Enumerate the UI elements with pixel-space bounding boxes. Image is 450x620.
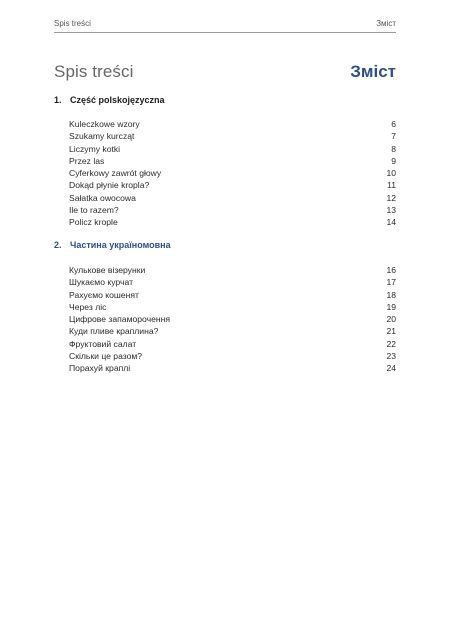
toc-list <box>54 118 396 229</box>
toc-entry-page: 14 <box>386 217 396 228</box>
section-heading <box>54 93 396 107</box>
toc-entry[interactable] <box>69 118 396 130</box>
toc-entry-label: Przez las <box>69 155 105 166</box>
section-number: 1. <box>54 95 62 105</box>
toc-entry-label: Куди пливе краплина? <box>69 326 159 337</box>
toc-entry[interactable] <box>69 313 396 325</box>
toc-entry-page: 9 <box>391 155 396 166</box>
toc-section-ukrainian <box>54 238 396 375</box>
toc-entry-label: Фруктовий салат <box>69 338 137 349</box>
toc-entry-page: 17 <box>386 277 396 288</box>
toc-entry-label: Шукаємо курчат <box>69 277 134 288</box>
page-title-ukrainian: Зміст <box>350 62 396 81</box>
toc-entry-page: 11 <box>387 180 396 191</box>
toc-entry-label: Порахуй краплі <box>69 363 131 374</box>
toc-entry-label: Dokąd płynie kropla? <box>69 180 150 191</box>
toc-entry[interactable] <box>69 276 396 288</box>
toc-entry-label: Кулькове візерунки <box>69 265 146 275</box>
toc-entry-page: 22 <box>386 338 396 349</box>
toc-entry[interactable] <box>69 338 396 350</box>
section-number: 2. <box>54 240 62 250</box>
toc-entry-page: 10 <box>386 168 396 179</box>
running-header-right: Зміст <box>376 19 396 28</box>
toc-entry[interactable] <box>69 204 396 216</box>
page-title-polish: Spis treści <box>54 62 134 81</box>
toc-entry[interactable] <box>69 167 396 179</box>
toc-entry[interactable] <box>69 301 396 313</box>
toc-entry-label: Ile to razem? <box>69 205 119 216</box>
toc-entry-page: 19 <box>386 301 396 312</box>
toc-list <box>54 264 396 375</box>
toc-entry-page: 12 <box>386 192 396 203</box>
toc-entry-page: 24 <box>386 363 396 374</box>
toc-entry-page: 21 <box>386 326 396 337</box>
toc-entry-label: Sałatka owocowa <box>69 192 136 203</box>
toc-entry[interactable] <box>69 192 396 204</box>
toc-entry[interactable] <box>69 143 396 155</box>
toc-entry[interactable] <box>69 325 396 337</box>
toc-entry-label: Рахуємо кошенят <box>69 289 139 300</box>
toc-entry[interactable] <box>69 289 396 301</box>
running-header <box>54 18 396 33</box>
section-title: Część polskojęzyczna <box>70 95 165 105</box>
toc-entry-page: 20 <box>386 314 396 325</box>
toc-entry[interactable] <box>69 130 396 142</box>
toc-entry-page: 23 <box>386 351 396 362</box>
toc-entry[interactable] <box>69 155 396 167</box>
toc-entry-page: 8 <box>391 143 396 154</box>
toc-entry-page: 6 <box>391 119 396 129</box>
toc-entry-label: Через ліс <box>69 301 107 312</box>
toc-entry-label: Скільки це разом? <box>69 351 143 362</box>
section-title: Частина україномовна <box>70 240 171 250</box>
toc-entry-label: Цифрове запаморочення <box>69 314 171 325</box>
toc-entry-label: Cyferkowy zawrót głowy <box>69 168 162 179</box>
toc-entry[interactable] <box>69 362 396 374</box>
toc-entry-page: 7 <box>391 131 396 142</box>
toc-entry[interactable] <box>69 264 396 276</box>
section-heading <box>54 238 396 252</box>
toc-entry[interactable] <box>69 216 396 228</box>
toc-entry-page: 16 <box>386 265 396 275</box>
page-title-row <box>54 62 396 86</box>
toc-entry-page: 18 <box>386 289 396 300</box>
toc-entry-page: 13 <box>386 205 396 216</box>
toc-entry-label: Szukamy kurcząt <box>69 131 135 142</box>
toc-section-polish <box>54 93 396 229</box>
toc-entry-label: Liczymy kotki <box>69 143 121 154</box>
toc-entry[interactable] <box>69 179 396 191</box>
toc-entry[interactable] <box>69 350 396 362</box>
toc-entry-label: Policz krople <box>69 217 118 228</box>
running-header-left: Spis treści <box>54 19 91 28</box>
toc-entry-label: Kuleczkowe wzory <box>69 119 140 129</box>
